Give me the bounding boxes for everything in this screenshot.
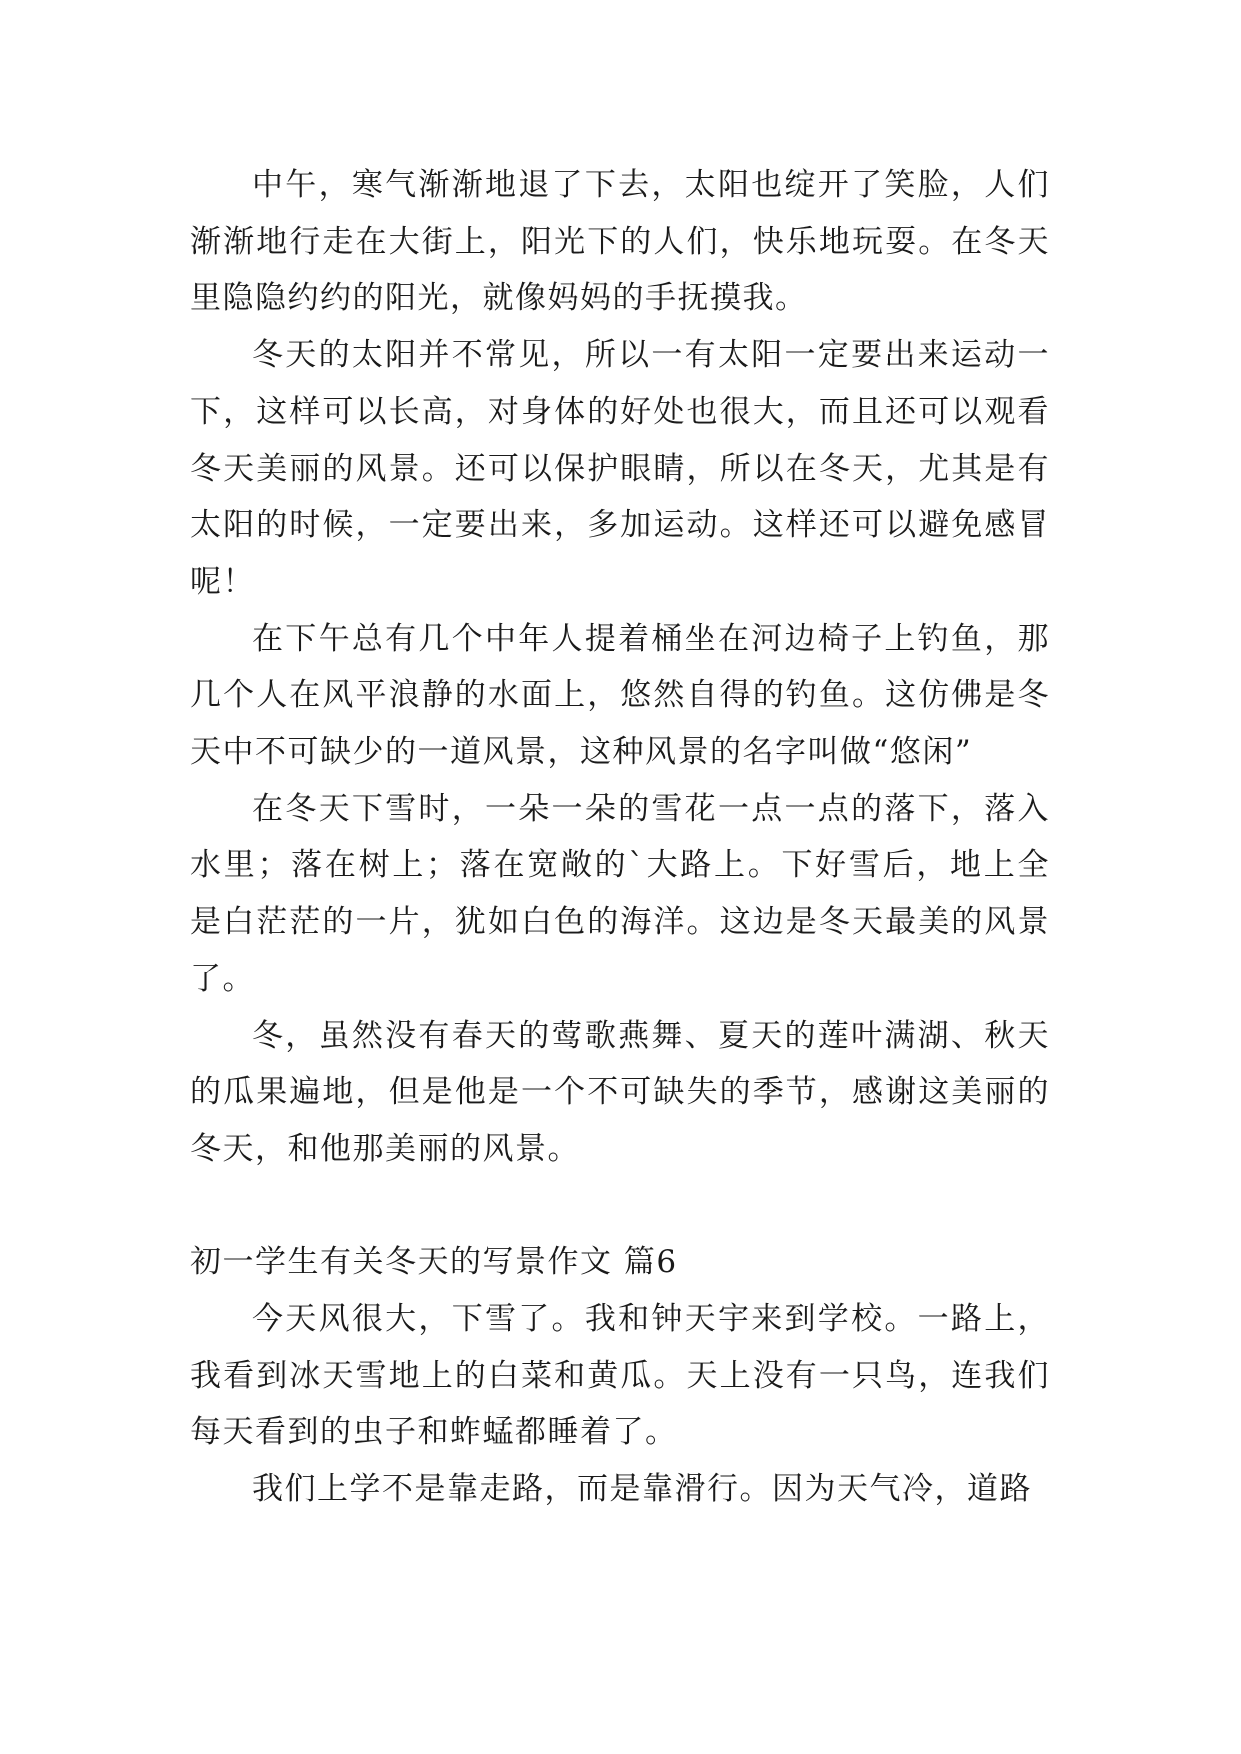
paragraph: 在下午总有几个中年人提着桶坐在河边椅子上钓鱼，那几个人在风平浪静的水面上，悠然自得的钓鱼。这仿佛是冬天中不可缺少的一道风景，这种风景的名字叫做“悠闲” [190,620,1050,771]
paragraph: 在冬天下雪时，一朵一朵的雪花一点一点的落下，落入水里；落在树上；落在宽敞的`大路上。下好雪后，地上全是白茫茫的一片，犹如白色的海洋。这边是冬天最美的风景了。 [190,790,1050,997]
paragraph: 今天风很大，下雪了。我和钟天宇来到学校。一路上，我看到冰天雪地上的白菜和黄瓜。天上没有一只鸟，连我们每天看到的虫子和蚱蜢都睡着了。 [190,1301,1050,1451]
paragraph: 我们上学不是靠走路，而是靠滑行。因为天气冷，道路 [252,1471,1032,1508]
document-body [190,157,1050,1518]
paragraph: 中午，寒气渐渐地退了下去，太阳也绽开了笑脸，人们渐渐地行走在大街上，阳光下的人们，快乐地玩耍。在冬天里隐隐约约的阳光，就像妈妈的手抚摸我。 [190,167,1050,317]
paragraph: 冬天的太阳并不常见，所以一有太阳一定要出来运动一下，这样可以长高，对身体的好处也很大，而且还可以观看冬天美丽的风景。还可以保护眼睛，所以在冬天，尤其是有太阳的时候，一定要出来，多加运动。这样还可以避免感冒呢！ [190,337,1050,600]
paragraph: 冬，虽然没有春天的莺歌燕舞、夏天的莲叶满湖、秋天的瓜果遍地，但是他是一个不可缺失的季节，感谢这美丽的冬天，和他那美丽的风景。 [190,1017,1050,1167]
section-heading: 初一学生有关冬天的写景作文 篇6 [190,1244,678,1281]
